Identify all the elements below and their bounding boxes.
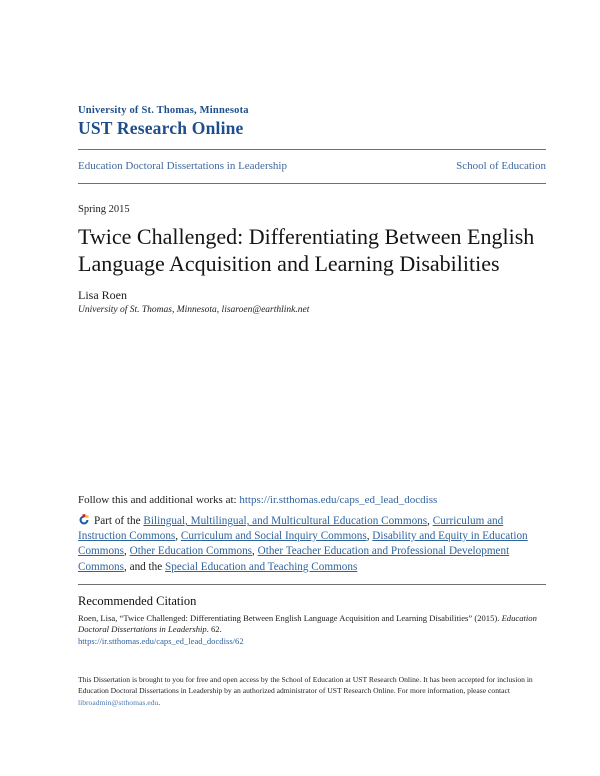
separator: , <box>427 515 433 527</box>
footer-email-link[interactable]: libroadmin@stthomas.edu <box>78 697 159 707</box>
commons-link-curriculum-social-inquiry[interactable]: Curriculum and Social Inquiry Commons <box>180 530 367 543</box>
follow-line <box>78 493 546 508</box>
citation-divider <box>78 584 546 585</box>
university-name: University of St. Thomas, Minnesota <box>78 105 249 116</box>
repository-header <box>78 104 546 138</box>
commons-link-other-teacher-education[interactable]: Other Teacher Education and Professional Development Commons <box>78 545 510 573</box>
follow-url-link[interactable]: https://ir.stthomas.edu/caps_ed_lead_docdiss <box>239 494 438 506</box>
author-affiliation: University of St. Thomas, Minnesota, lisaroen@earthlink.net <box>78 305 310 315</box>
commons-link-bilingual[interactable]: Bilingual, Multilingual, and Multicultural Education Commons <box>143 515 428 527</box>
citation-heading: Recommended Citation <box>78 593 197 608</box>
part-of-prefix: Part of the <box>94 515 144 527</box>
recommended-citation-section <box>78 594 546 647</box>
footer-text: This Dissertation is brought to you for free and open access by the School of Education at UST Research Online. It has been accepted for inclusion in Education Doctoral Dissertations in Leadership by an authorized administrator of UST Research Online. For more information, please contact <box>78 674 533 696</box>
separator: , <box>175 530 181 543</box>
commons-link-other-education[interactable]: Other Education Commons <box>129 545 253 558</box>
follow-label: Follow this and additional works at: <box>78 494 240 506</box>
author-name: Lisa Roen <box>78 288 127 302</box>
publication-season: Spring 2015 <box>78 204 130 215</box>
separator: , <box>366 530 373 543</box>
commons-link-disability-equity[interactable]: Disability and Equity in Education Commons <box>78 530 528 558</box>
follow-block <box>78 493 546 575</box>
citation-url-link[interactable]: https://ir.stthomas.edu/caps_ed_lead_docdiss/62 <box>78 635 244 646</box>
citation-before-italic: Roen, Lisa, “Twice Challenged: Differentiating Between English Language Acquisition and Learning Disabilities” (2015). <box>78 612 502 623</box>
separator: , <box>124 545 130 558</box>
commons-link-curriculum-instruction[interactable]: Curriculum and Instruction Commons <box>78 515 504 543</box>
school-link[interactable]: School of Education <box>456 160 546 172</box>
footer-statement <box>78 674 546 709</box>
site-title: UST Research Online <box>78 118 244 138</box>
citation-text <box>78 613 546 635</box>
collection-link[interactable]: Education Doctoral Dissertations in Leadership <box>78 160 287 172</box>
footer-period: . <box>158 697 161 707</box>
commons-link-special-education[interactable]: Special Education and Teaching Commons <box>165 560 358 573</box>
article-title: Twice Challenged: Differentiating Between English Language Acquisition and Learning Disabilities <box>78 224 535 276</box>
collection-nav-row <box>78 150 546 183</box>
header-divider-bottom <box>78 183 546 184</box>
separator: , and the <box>124 560 166 573</box>
citation-series-italic: Education Doctoral Dissertations in Leadership <box>78 612 537 634</box>
citation-after-italic: . 62. <box>206 623 222 634</box>
commons-paragraph <box>78 514 546 575</box>
digital-commons-network-icon <box>78 514 90 526</box>
separator: , <box>252 545 258 558</box>
